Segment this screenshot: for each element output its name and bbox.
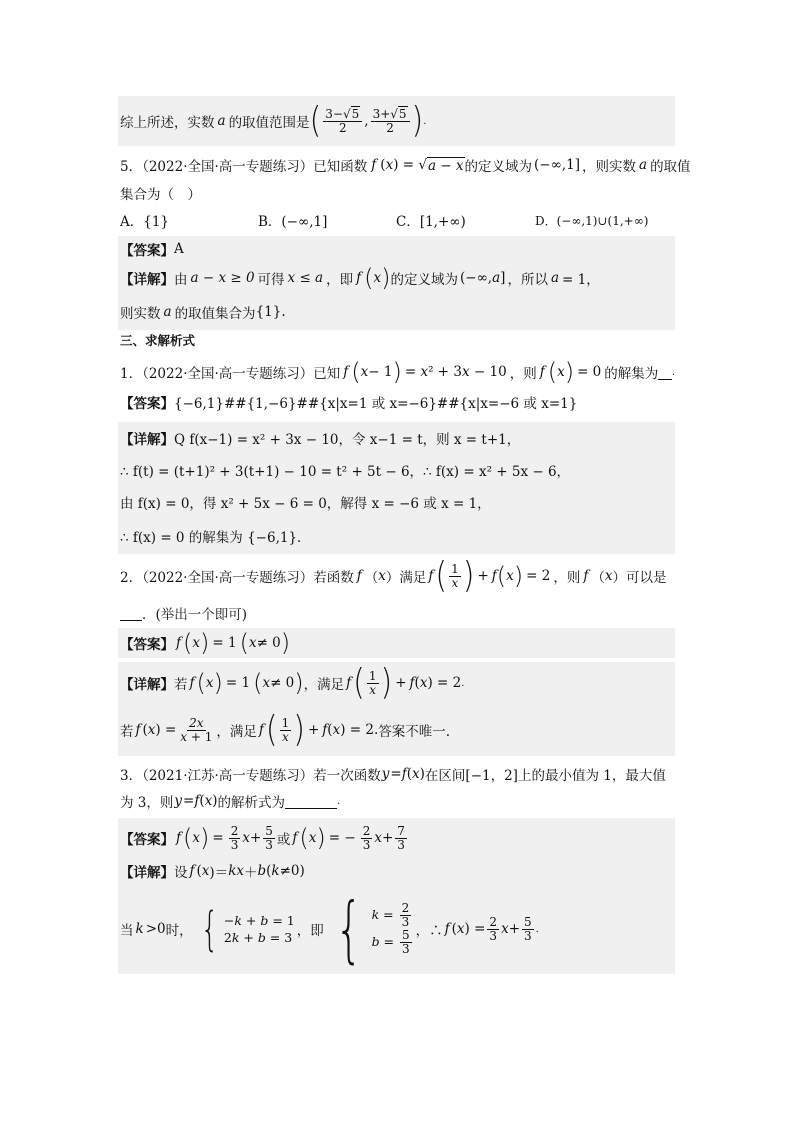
- q3-detail-2d: ，∴: [415, 923, 443, 939]
- q1-detail-3: 由 f(x) = 0，得 x² + 5x − 6 = 0，解得 x = −6 或 x = 1，: [120, 496, 491, 512]
- q1-stem: 1．（2022·全国·高一专题练习）已知 f ( x − 1 ) = x² + 3x − 10 ，则 f ( x ) = 0 的解集为 .: [120, 358, 675, 386]
- q5-detail-2b: 的取值集合为: [174, 306, 256, 322]
- q2-lead: 2．（2022·全国·高一专题练习）若函数: [120, 570, 354, 586]
- q2-detail-1b: ，满足: [303, 677, 345, 693]
- detail-label: 【详解】: [120, 432, 174, 448]
- q1-answer-blank: [658, 365, 672, 380]
- q1-text-3: 的解集为: [604, 366, 659, 382]
- option-a: A．{1}: [120, 214, 170, 230]
- q2-detail-line1: 【详解】 若 f ( x ) = 1 ( x ≠ 0 ) ，满足 f ( $\frac{1}{x}$ ) + f ( x ) = 2 .: [118, 662, 675, 704]
- q2-detail-2a: 若: [120, 724, 134, 740]
- q3-stem-line2: 为 3，则 y = f ( x ) 的解析式为 .: [120, 793, 341, 811]
- answer-label: 【答案】: [120, 637, 174, 653]
- q2-text-3: ，则: [553, 570, 581, 586]
- q5-stem-line2: [118, 180, 675, 206]
- q5-detail-1b: 可得: [257, 272, 285, 288]
- q2-line2: ．(举出一个即可): [142, 607, 248, 623]
- q3-detail-line1: 【详解】 设 f ( x )＝ kx ＋ b ( k ≠0): [118, 858, 675, 884]
- q2-detail-2c: 答案不唯一.: [378, 724, 451, 740]
- q1-answer-value: {−6,1}##{1,−6}##{x|x=1 或 x=−6}##{x|x=−6 或 x=1}: [174, 396, 578, 412]
- answer-label: 【答案】: [120, 832, 174, 848]
- q2-detail-line2: 若 f ( x ) = $\frac{2x}{x + 1}$ ，满足 f ( $\frac{1}{x}$ ) + f ( x ) = 2. 答案不唯一.: [118, 704, 675, 756]
- option-d: D．(−∞,1)∪(1,+∞): [535, 213, 649, 228]
- right-paren: ): [411, 99, 424, 142]
- q3-detail-2c: ，即: [296, 923, 324, 939]
- q5-text-3: ，则实数: [582, 159, 636, 175]
- option-b: B．(−∞,1]: [258, 214, 328, 230]
- q5-detail-1a: 由: [174, 272, 188, 288]
- answer-label: 【答案】: [120, 396, 174, 412]
- q5-options: [118, 207, 675, 233]
- q2-text-4: 可以是: [626, 570, 667, 586]
- q1-detail-line2: [118, 454, 675, 486]
- q2-stem-line1: 2．（2022·全国·高一专题练习）若函数 f （ x ） 满足 f ( $\frac{1}{x}$ ) + f ( x ) = 2 ，则 f （ x ） 可以是: [120, 554, 667, 597]
- equation-system: { −k + b = 1 2k + b = 3: [200, 902, 295, 956]
- q3-lead: 3．（2021·江苏·高一专题练习）若一次函数: [120, 768, 381, 784]
- q5-detail-1e: ，所以: [507, 272, 548, 288]
- q1-detail-line3: [118, 486, 675, 518]
- answer-label: 【答案】: [120, 243, 174, 259]
- fraction: $\frac{3-√5}{2}$: [323, 108, 362, 135]
- q5-text-2: 的定义域为: [464, 159, 533, 175]
- q3-answer-blank: [285, 794, 337, 809]
- q5-detail-2c: {1}.: [255, 304, 286, 320]
- summary-text: 综上所述，实数: [120, 115, 215, 131]
- q5-lead: 5．（2022·全国·高一专题练习）已知函数: [120, 159, 368, 175]
- q5-detail-1c: ，即: [326, 272, 354, 288]
- q2-answer: 【答案】 f ( x ) = 1 ( x ≠ 0 ): [118, 628, 675, 658]
- detail-label: 【详解】: [120, 272, 174, 288]
- q2-stem-line2: [118, 600, 675, 626]
- q5-stem-line1: 5．（2022·全国·高一专题练习）已知函数 f ( x ) = √ a − x 的定义域为 (−∞,1] ，则实数 a 的取值: [120, 157, 691, 175]
- q3-stem-line1: 3．（2021·江苏·高一专题练习）若一次函数 y = f ( x ) 在区间[−1，2]上的最小值为 1，最大值: [120, 766, 666, 784]
- q2-detail-1a: 若: [174, 677, 188, 693]
- q5-detail-line1: 【详解】 由 a − x ≥ 0 可得 x ≤ a ，即 f ( x ) 的定义域为 (−∞,a] ，所以 a = 1，: [118, 262, 675, 294]
- option-c: C．[1,+∞): [396, 214, 466, 230]
- q1-detail-4: ∴ f(x) = 0 的解集为 {−6,1}．: [120, 530, 311, 546]
- q3-line2a: 为 3，则: [120, 795, 174, 811]
- q5-detail-2a: 则实数: [120, 306, 161, 322]
- q5-text-4: 的取值: [650, 159, 691, 175]
- summary-text-2: 的取值范围是: [228, 115, 310, 131]
- fraction: $\frac{3+√5}{2}$: [371, 108, 410, 135]
- q1-detail-1: Q f(x−1) = x² + 3x − 10，令 x−1 = t，则 x = t+1，: [174, 432, 521, 448]
- q3-line2b: 的解析式为: [217, 795, 286, 811]
- q3-text-2: 在区间[−1，2]上的最小值为 1，最大值: [424, 768, 666, 784]
- detail-label: 【详解】: [120, 865, 174, 881]
- solution-system: { k = $\frac{2}{3}$ b = $\frac{5}{3}$: [334, 887, 410, 971]
- q1-detail-line1: [118, 422, 675, 454]
- q5-func: f: [371, 157, 377, 173]
- q2-text-2: 满足: [399, 570, 427, 586]
- q3-answer: 【答案】 f ( x ) = $\frac{2}{3}$ x + $\frac{5}{3}$ 或 f ( x ) = − $\frac{2}{3}$ x + $\frac{7}{3}$: [118, 818, 675, 858]
- q5-answer: [118, 236, 675, 262]
- q3-detail-2a: 当: [120, 923, 134, 939]
- q3-detail-2b: 时，: [165, 923, 193, 939]
- q5-answer-value: A: [174, 241, 184, 257]
- q3-answer-or: 或: [276, 832, 291, 848]
- var-a: a: [217, 113, 226, 129]
- section-title: 三、求解析式: [120, 333, 196, 348]
- q5-line2: 集合为（ ）: [120, 187, 201, 203]
- q1-detail-2: ∴ f(t) = (t+1)² + 3(t+1) − 10 = t² + 5t − 6，∴ f(x) = x² + 5x − 6，: [120, 464, 571, 480]
- q3-detail-line2: 当 k >0 时， { −k + b = 1 2k + b = 3 ，即 { k = $\frac{2}{3}$ b = $\frac{5}{3}$ ，∴ f ( x ) = $\frac{2}{3}$ x + $\frac{5}{3}$ .: [118, 884, 675, 974]
- summary-line: 综上所述，实数 a 的取值范围是 ( $\frac{3-√5}{2}$ , $\frac{3+√5}{2}$ ) .: [118, 96, 675, 146]
- q1-answer: [118, 389, 675, 415]
- q1-text-2: ，则: [509, 366, 537, 382]
- q3-detail-1: 设: [174, 865, 188, 881]
- q1-lead: 1．（2022·全国·高一专题练习）已知: [120, 366, 341, 382]
- detail-label: 【详解】: [120, 677, 174, 693]
- q2-answer-blank: [120, 606, 142, 621]
- q2-detail-2b: ，满足: [216, 724, 257, 740]
- q5-detail-1d: 的定义域为: [390, 272, 458, 288]
- q1-detail-line4: [118, 518, 675, 554]
- left-paren: (: [309, 99, 322, 142]
- q5-detail-line2: 则实数 a 的取值集合为 {1}.: [118, 294, 675, 330]
